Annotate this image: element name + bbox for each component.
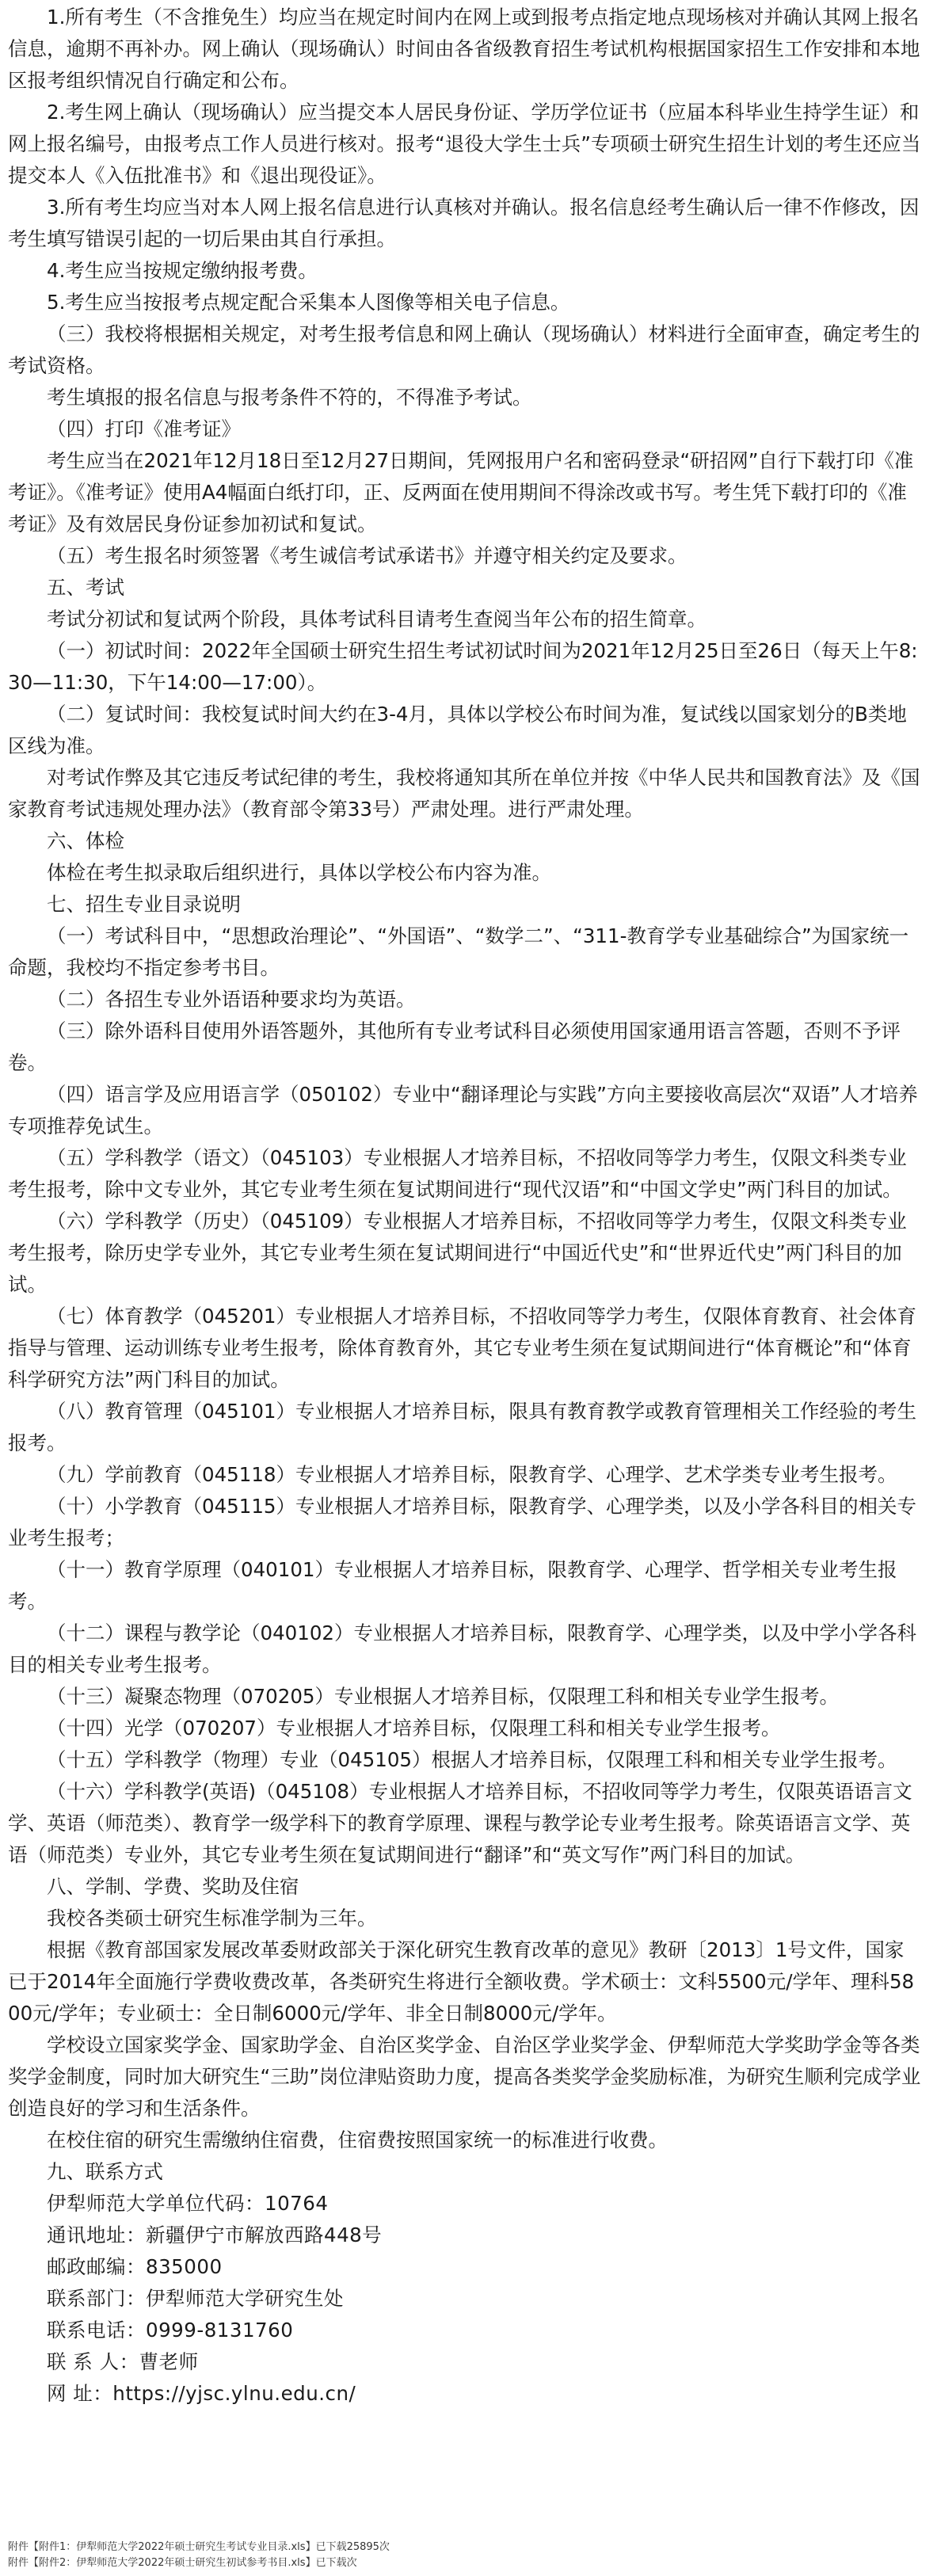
paragraph: （十六）学科教学(英语)（045108）专业根据人才培养目标，不招收同等学力考生，仅限英语语言文学、英语（师范类）、教育学一级学科下的教育学原理、课程与教学论专业考生报考。除英语语言文学、英语（师范类）专业外，其它专业考生须在复试期间进行“翻译”和“英文写作”两门科目的加试。 [8,1780,912,1866]
paragraph: 体检在考生拟录取后组织进行，具体以学校公布内容为准。 [47,861,551,884]
paragraph: 2.考生网上确认（现场确认）应当提交本人居民身份证、学历学位证书（应届本科毕业生持学生证）和网上报名编号，由报考点工作人员进行核对。报考“退役大学生士兵”专项硕士研究生招生计划的考生还应当提交本人《入伍批准书》和《退出现役证》。 [8,101,921,187]
paragraph: 在校住宿的研究生需缴纳住宿费，住宿费按照国家统一的标准进行收费。 [47,2128,668,2151]
paragraph: 邮政邮编：835000 [47,2255,223,2278]
paragraph: （四）语言学及应用语言学（050102）专业中“翻译理论与实践”方向主要接收高层次“双语”人才培养专项推荐免试生。 [8,1083,918,1137]
paragraph: 联系部门：伊犁师范大学研究生处 [47,2287,344,2310]
paragraph: 八、学制、学费、奖助及住宿 [47,1875,299,1898]
paragraph: 考生填报的报名信息与报考条件不符的，不得准予考试。 [47,386,532,409]
paragraph: 联系电话：0999-8131760 [47,2319,294,2342]
paragraph: （十五）学科教学（物理）专业（045105）根据人才培养目标，仅限理工科和相关专业学生报考。 [47,1748,897,1771]
paragraph: （九）学前教育（045118）专业根据人才培养目标，限教育学、心理学、艺术学类专业考生报考。 [47,1463,897,1486]
paragraph: 对考试作弊及其它违反考试纪律的考生，我校将通知其所在单位并按《中华人民共和国教育法》及《国家教育考试违规处理办法》（教育部令第33号）严肃处理。进行严肃处理。 [8,766,920,821]
paragraph: 联 系 人：曹老师 [47,2350,199,2373]
paragraph: （五）学科教学（语文）（045103）专业根据人才培养目标，不招收同等学力考生，仅限文科类专业考生报考，除中文专业外，其它专业考生须在复试期间进行“现代汉语”和“中国文学史”两门科目的加试。 [8,1146,907,1201]
paragraph: （五）考生报名时须签署《考生诚信考试承诺书》并遵守相关约定及要求。 [47,544,688,567]
paragraph: 我校各类硕士研究生标准学制为三年。 [47,1907,377,1930]
paragraph: 六、体检 [47,829,124,852]
paragraph: （一）初试时间：2022年全国硕士研究生招生考试初试时间为2021年12月25日至26日（每天上午8:30—11:30，下午14:00—17:00）。 [8,639,918,694]
paragraph: （三）除外语科目使用外语答题外，其他所有专业考试科目必须使用国家通用语言答题，否则不予评卷。 [8,1019,901,1074]
paragraph: （八）教育管理（045101）专业根据人才培养目标，限具有教育教学或教育管理相关工作经验的考生报考。 [8,1400,917,1454]
paragraph: 七、招生专业目录说明 [47,893,241,916]
paragraph: （六）学科教学（历史）（045109）专业根据人才培养目标，不招收同等学力考生，仅限文科类专业考生报考，除历史学专业外，其它专业考生须在复试期间进行“中国近代史”和“世界近代史”两门科目的加试。 [8,1210,907,1296]
paragraph: 考试分初试和复试两个阶段，具体考试科目请考生查阅当年公布的招生简章。 [47,608,707,631]
attachment-list [8,2540,927,2571]
attachment-row[interactable] [8,2555,927,2571]
paragraph: 网 址：https://yjsc.ylnu.edu.cn/ [47,2382,356,2405]
paragraph: 4.考生应当按规定缴纳报考费。 [47,259,318,282]
paragraph: （十）小学教育（045115）专业根据人才培养目标，限教育学、心理学类，以及小学各科目的相关专业考生报考； [8,1495,917,1549]
paragraph: 九、联系方式 [47,2160,163,2183]
attachment-link-1[interactable]: 附件【附件1：伊犁师范大学2022年硕士研究生考试专业目录.xls】已下载25895次 [8,2541,390,2553]
paragraph: （二）各招生专业外语语种要求均为英语。 [47,988,416,1011]
attachment-row[interactable] [8,2540,927,2555]
paragraph: （二）复试时间：我校复试时间大约在3-4月，具体以学校公布时间为准，复试线以国家划分的B类地区线为准。 [8,703,907,757]
paragraph: 考生应当在2021年12月18日至12月27日期间，凭网报用户名和密码登录“研招网”自行下载打印《准考证》。《准考证》使用A4幅面白纸打印，正、反两面在使用期间不得涂改或书写。考生凭下载打印的《准考证》及有效居民身份证参加初试和复试。 [8,449,914,535]
paragraph: （十一）教育学原理（040101）专业根据人才培养目标，限教育学、心理学、哲学相关专业考生报考。 [8,1558,897,1613]
paragraph: 1.所有考生（不含推免生）均应当在规定时间内在网上或到报考点指定地点现场核对并确认其网上报名信息，逾期不再补办。网上确认（现场确认）时间由各省级教育招生考试机构根据国家招生工作安排和本地区报考组织情况自行确定和公布。 [8,6,920,92]
paragraph: 通讯地址：新疆伊宁市解放西路448号 [47,2224,383,2246]
paragraph: （三）我校将根据相关规定，对考生报考信息和网上确认（现场确认）材料进行全面审查，确定考生的考试资格。 [8,322,920,377]
paragraph: （七）体育教学（045201）专业根据人才培养目标，不招收同等学力考生，仅限体育教育、社会体育指导与管理、运动训练专业考生报考，除体育教育外，其它专业考生须在复试期间进行“体育概论”和“体育科学研究方法”两门科目的加试。 [8,1305,917,1391]
paragraph: （一）考试科目中，“思想政治理论”、“外国语”、“数学二”、“311-教育学专业基础综合”为国家统一命题，我校均不指定参考书目。 [8,924,909,979]
paragraph: （十三）凝聚态物理（070205）专业根据人才培养目标，仅限理工科和相关专业学生报考。 [47,1685,840,1708]
paragraph: 根据《教育部国家发展改革委财政部关于深化研究生教育改革的意见》教研〔2013〕1号文件，国家已于2014年全面施行学费收费改革，各类研究生将进行全额收费。学术硕士：文科5500元/学年、理科5800元/学年；专业硕士：全日制6000元/学年、非全日制8000元/学年。 [8,1938,915,2025]
paragraph: 3.所有考生均应当对本人网上报名信息进行认真核对并确认。报名信息经考生确认后一律不作修改，因考生填写错误引起的一切后果由其自行承担。 [8,196,920,250]
paragraph: （四）打印《准考证》 [47,417,241,440]
paragraph: （十四）光学（070207）专业根据人才培养目标，仅限理工科和相关专业学生报考。 [47,1717,781,1740]
paragraph: 学校设立国家奖学金、国家助学金、自治区奖学金、自治区学业奖学金、伊犁师范大学奖助学金等各类奖学金制度，同时加大研究生“三助”岗位津贴资助力度，提高各类奖学金奖励标准，为研究生顺利完成学业创造良好的学习和生活条件。 [8,2033,921,2120]
paragraph: 五、考试 [47,576,124,599]
paragraph: （十二）课程与教学论（040102）专业根据人才培养目标，限教育学、心理学类，以及中学小学各科目的相关专业考生报考。 [8,1621,917,1676]
paragraph: 伊犁师范大学单位代码：10764 [47,2192,329,2215]
paragraph: 5.考生应当按报考点规定配合采集本人图像等相关电子信息。 [47,291,570,314]
attachment-link-2[interactable]: 附件【附件2：伊犁师范大学2022年硕士研究生初试参考书目.xls】已下载次 [8,2557,357,2569]
